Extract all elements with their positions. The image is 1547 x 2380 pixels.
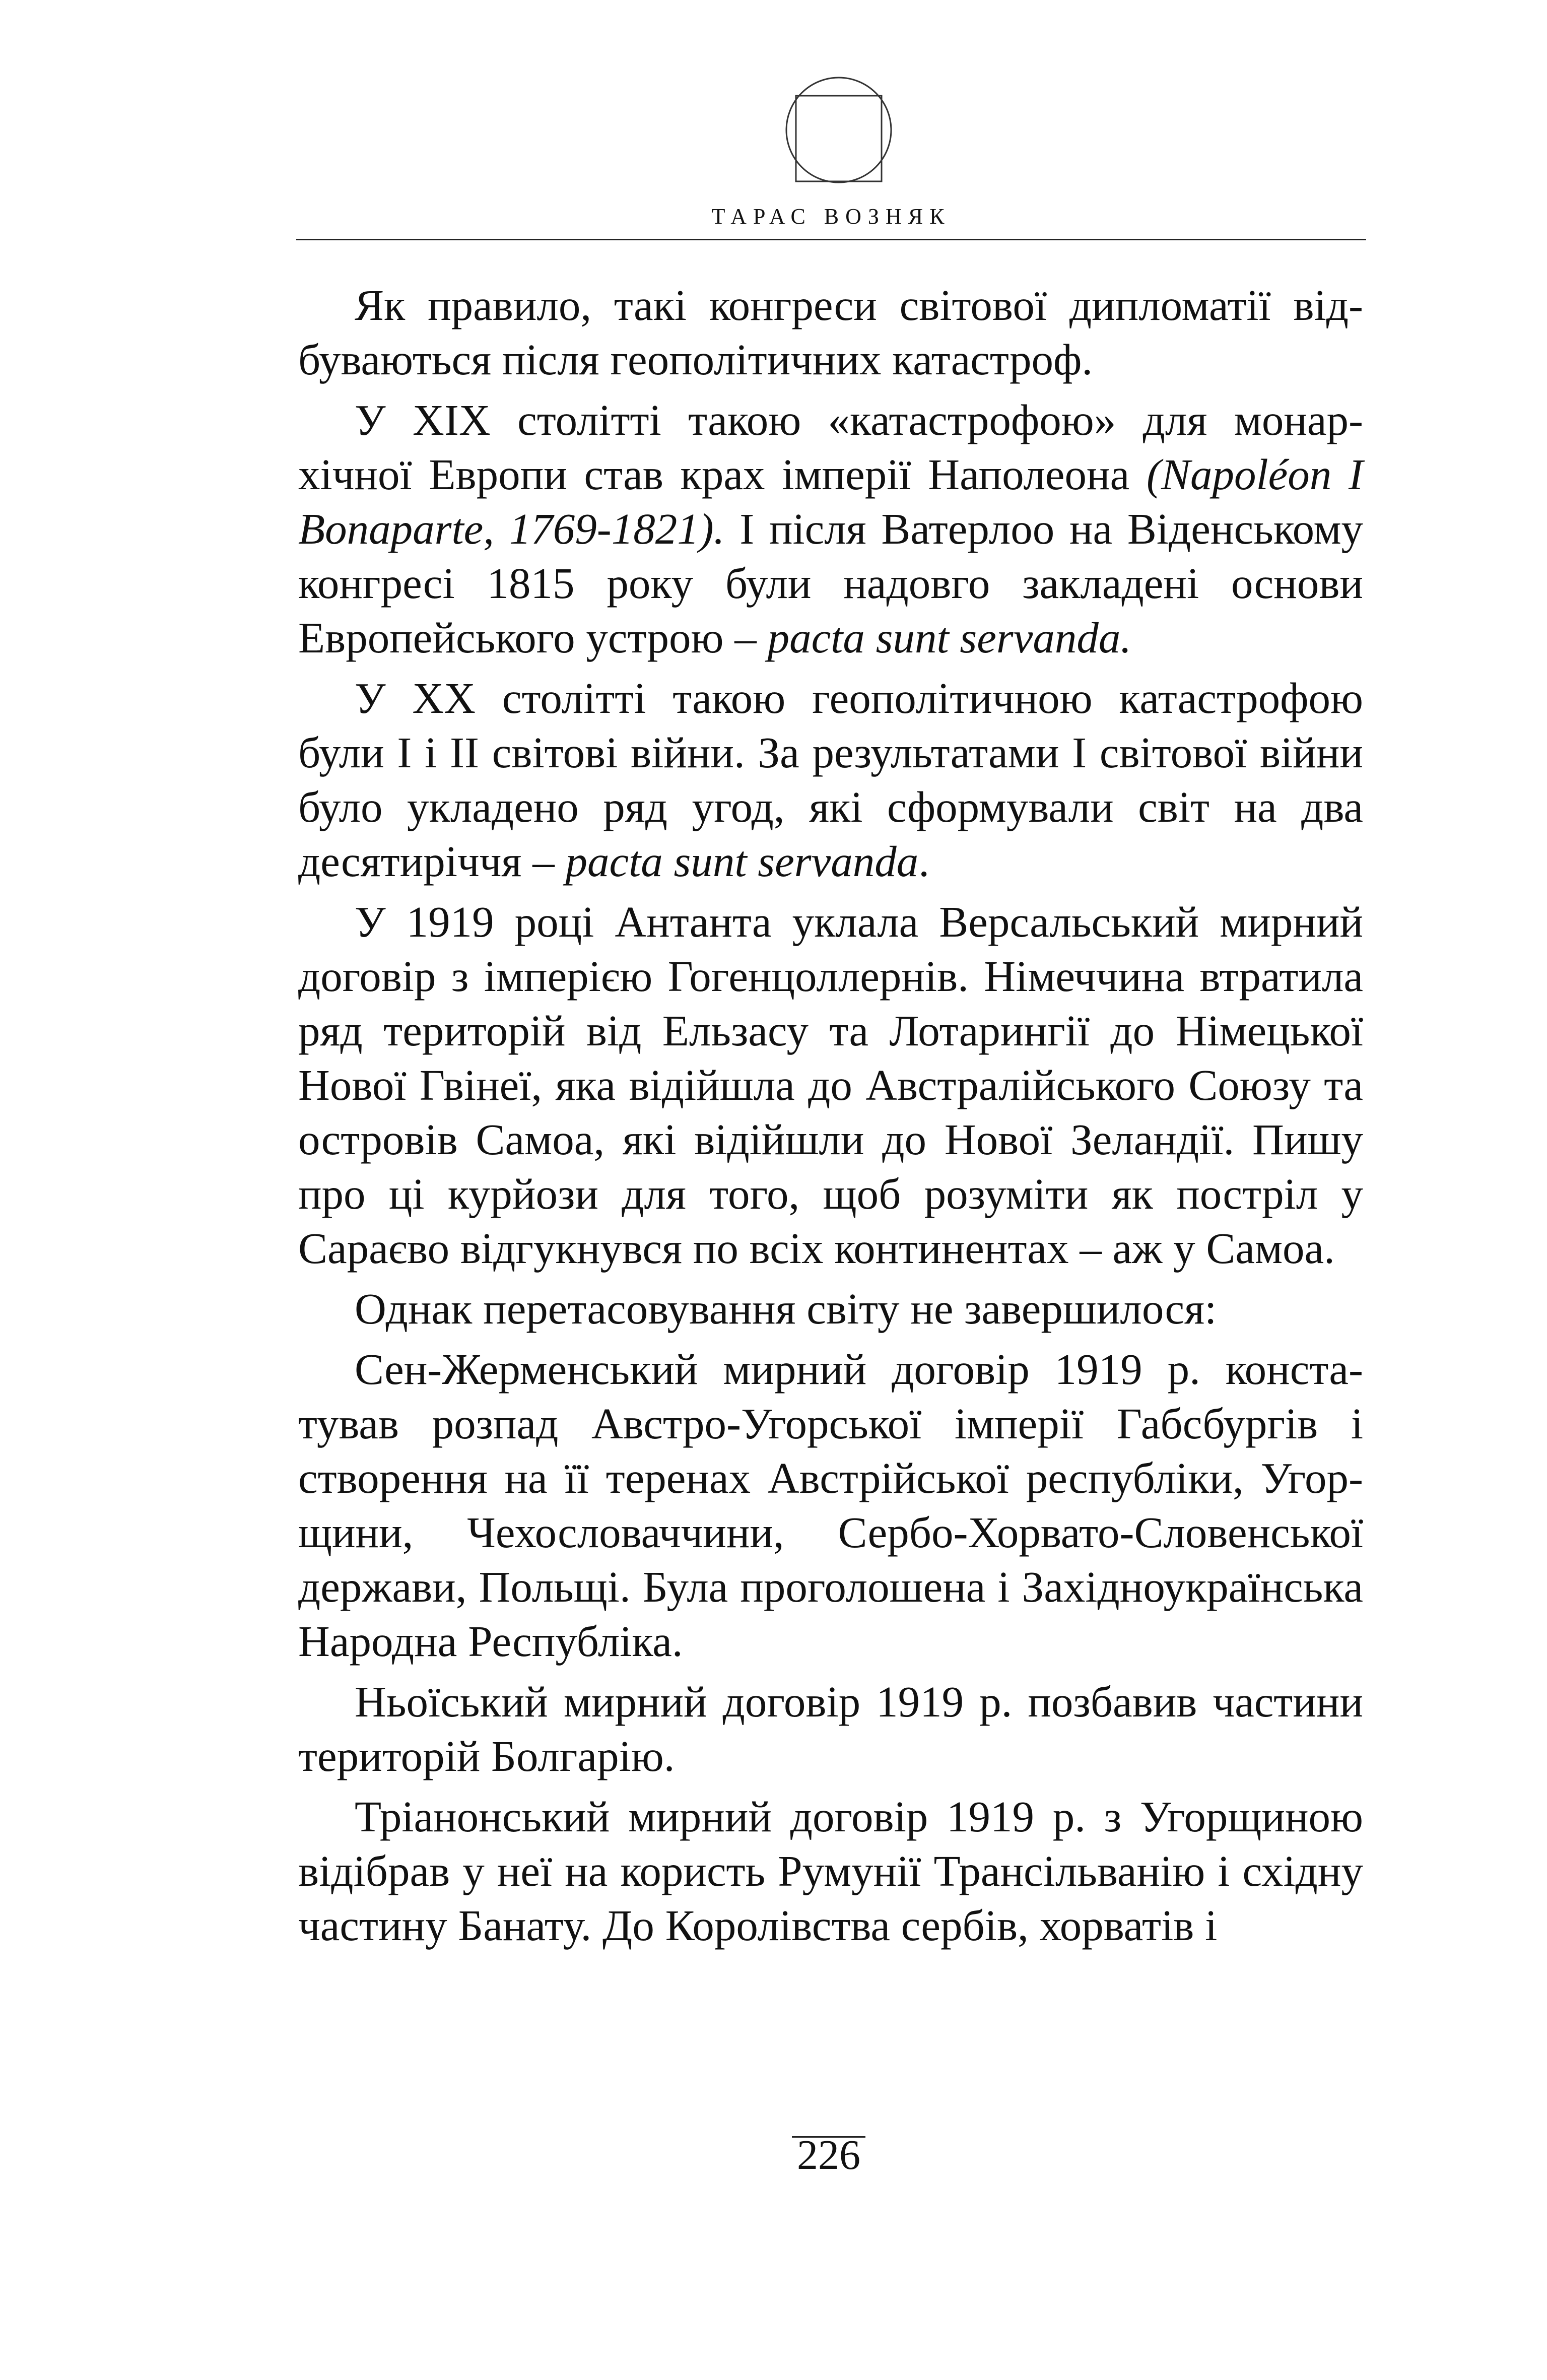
- paragraph: [298, 1790, 1363, 1953]
- text-segment: Тріанонський мирний договір 1919 р. з Угорщиною відібрав у неї на користь Румунії Трансільванію і східну частину Банату. До Королівства сербів, хорватів і: [298, 1792, 1363, 1950]
- page-body: [298, 278, 1363, 1953]
- paragraph: [298, 1282, 1363, 1336]
- paragraph: [298, 1675, 1363, 1783]
- paragraph: [298, 278, 1363, 387]
- text-segment: І після Ватерлоо на Віденському конгресі 1815 року були надовго закладені основи Европейського устрою –: [298, 504, 1363, 662]
- circle-square-logo-icon: [771, 75, 907, 201]
- paragraph: [298, 393, 1363, 665]
- text-segment: Сен-Жерменський мирний договір 1919 р. констатував розпад Австро-Угорської імперії Габсбургів і створення на її теренах Австрійської республіки, Угорщини, Чехословаччини, Сербо-Хорвато-Словенської держави, Польщі. Була проголошена і Західноукраїнська Народна Республіка.: [298, 1345, 1363, 1666]
- text-segment: Однак перетасовування світу не завершилося:: [355, 1284, 1217, 1333]
- page-number: 226: [797, 2132, 860, 2178]
- paragraph: [298, 895, 1363, 1276]
- italic-segment: (Napoléon I Bonaparte, 1769-1821).: [298, 450, 1364, 553]
- text-segment: У 1919 році Антанта уклала Версальський мирний договір з імперією Гогенцоллернів. Німеччина втратила ряд територій від Ельзасу та Лотарингії до Німецької Нової Гвінеї, яка відійшла до Австралійського Союзу та островів Самоа, які відійшли до Нової Зеландії. Пишу про ці курйози для того, щоб розуміти як постріл у Сараєво відгукнувся по всіх континентах – аж у Самоа.: [298, 897, 1363, 1273]
- text-segment: .: [918, 837, 929, 886]
- text-segment: Як правило, такі конгреси світової дипломатії відбуваються після геополітичних катастроф.: [298, 281, 1363, 384]
- text-segment: У XIX столітті такою «катастрофою» для монархічної Европи став крах імперії Наполеона: [298, 395, 1363, 499]
- text-segment: У XX столітті такою геополітичною катастрофою були І і ІІ світові війни. За результатами І світової війни було укладено ряд угод, які сформували світ на два десятиріччя –: [298, 674, 1363, 886]
- italic-segment: pacta sunt servanda: [565, 837, 919, 886]
- paragraph: [298, 671, 1363, 889]
- paragraph: [298, 1342, 1363, 1669]
- running-head: ТАРАС ВОЗНЯК: [711, 204, 951, 229]
- header-rule: [296, 239, 1366, 240]
- text-segment: Ньоїський мирний договір 1919 р. позбавив частини територій Болгарію.: [298, 1677, 1363, 1780]
- italic-segment: pacta sunt servanda.: [767, 613, 1132, 662]
